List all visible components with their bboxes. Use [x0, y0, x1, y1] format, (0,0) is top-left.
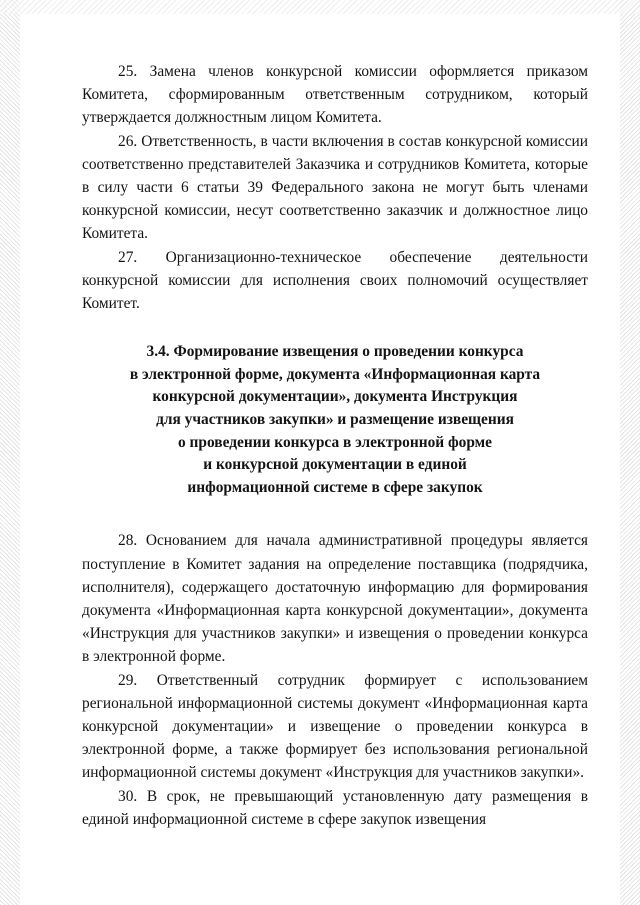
paragraph-27: 27. Организационно-техническое обеспечение деятельности конкурсной комиссии для исполнения своих полномочий осуществляет Комитет.: [82, 248, 588, 313]
heading-line: для участников закупки» и размещение извещения: [156, 411, 514, 429]
scan-border-left: [0, 0, 20, 905]
paragraph-30: 30. В срок, не превышающий установленную дату размещения в единой информационной системе в сфере закупок извещения: [82, 787, 588, 828]
section-heading-3-4: [82, 341, 588, 499]
heading-line: информационной системе в сфере закупок: [187, 478, 483, 496]
paragraph-25: 25. Замена членов конкурсной комиссии оформляется приказом Комитета, сформированным ответственным сотрудником, который утверждается должностным лицом Комитета.: [82, 63, 588, 127]
paragraph-29: 29. Ответственный сотрудник формирует с использованием региональной информационной системы документ «Информационная карта конкурсной документации» и извещение о проведении конкурса в электронной форме, а также формирует без использования региональной информационной системы документ «Инструкция для участников закупки».: [82, 671, 588, 782]
heading-line: о проведении конкурса в электронной форме: [178, 433, 492, 451]
paragraph-26: 26. Ответственность, в части включения в состав конкурсной комиссии соответственно представителей Заказчика и сотрудников Комитета, которые в силу части 6 статьи 39 Федерального закона не могут быть членами конкурсной комиссии, несут соответственно заказчик и должностное лицо Комитета.: [82, 132, 588, 243]
heading-line: и конкурсной документации в единой: [203, 456, 467, 474]
scan-border-right: [620, 0, 640, 905]
heading-line: конкурсной документации», документа Инструкция: [152, 388, 518, 406]
scan-border-top: [0, 0, 640, 14]
heading-line: в электронной форме, документа «Информационная карта: [129, 365, 541, 383]
document-page: [82, 60, 588, 831]
heading-line: 3.4. Формирование извещения о проведении конкурса: [146, 343, 524, 361]
paragraph-28: 28. Основанием для начала административной процедуры является поступление в Комитет задания на определение поставщика (подрядчика, исполнителя), содержащего достаточную информацию для формирования документа «Информационная карта конкурсной документации», документа «Инструкция для участников закупки» и извещения о проведении конкурса в электронной форме.: [82, 532, 588, 666]
